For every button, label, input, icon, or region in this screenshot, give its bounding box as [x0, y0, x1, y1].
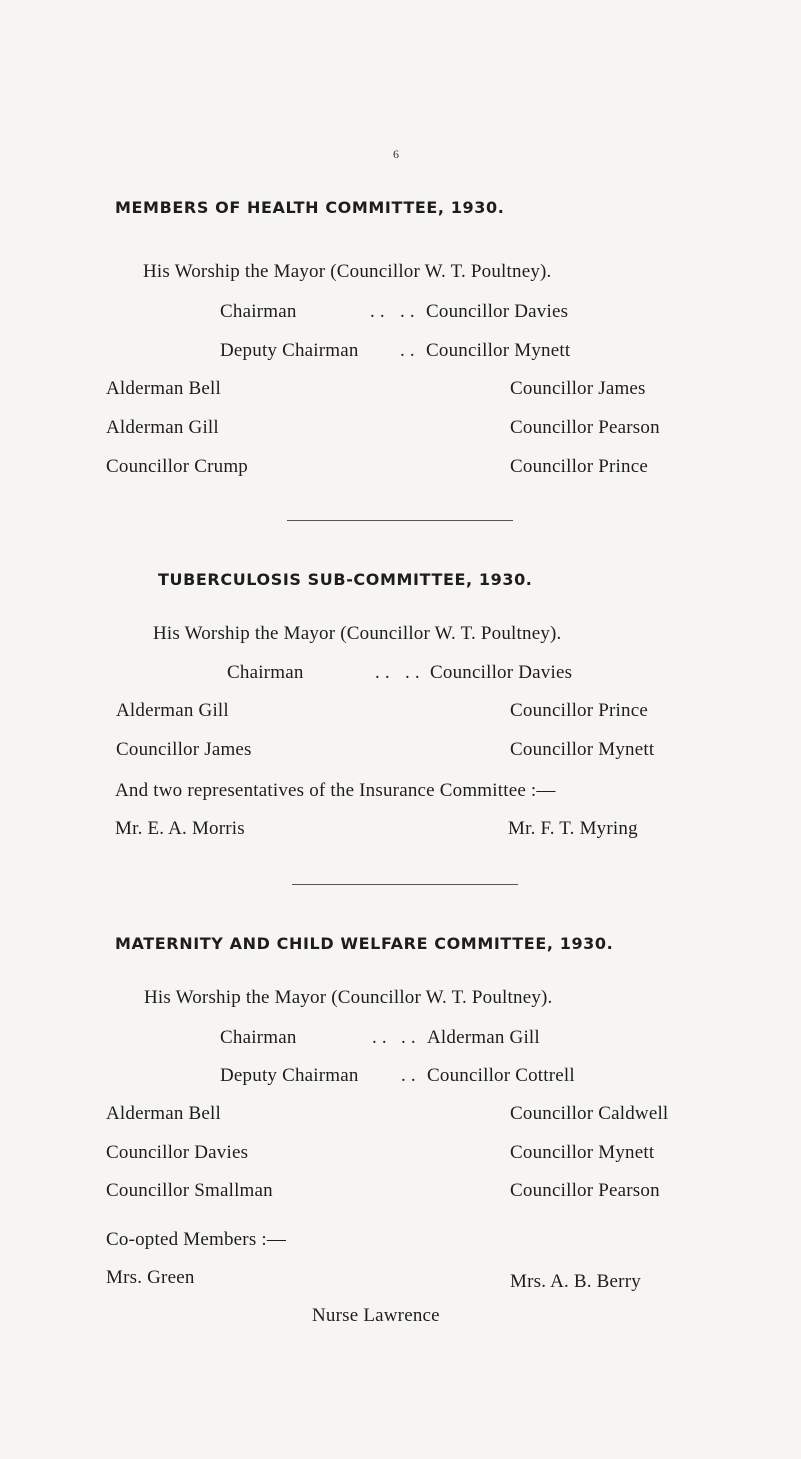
mat-coopted-label: Co-opted Members :— [106, 1229, 287, 1250]
section-divider [292, 884, 518, 885]
mat-member-right: Councillor Pearson [510, 1180, 660, 1201]
health-deputy-dots: . . [400, 340, 415, 361]
mat-deputy-name: Councillor Cottrell [427, 1065, 575, 1086]
health-member-left: Alderman Bell [106, 378, 221, 399]
tb-insurance-rep-right: Mr. F. T. Myring [508, 818, 638, 839]
tb-chairman-name: Councillor Davies [430, 662, 573, 683]
page-number: 6 [393, 147, 399, 161]
tb-chairman-label: Chairman [227, 662, 304, 683]
mat-member-left: Councillor Smallman [106, 1180, 273, 1201]
health-deputy-name: Councillor Mynett [426, 340, 571, 361]
tb-member-right: Councillor Prince [510, 700, 648, 721]
tb-insurance-rep-left: Mr. E. A. Morris [115, 818, 245, 839]
mat-chairman-name: Alderman Gill [427, 1027, 540, 1048]
mat-coopted-right: Mrs. A. B. Berry [510, 1271, 641, 1292]
maternity-title: MATERNITY AND CHILD WELFARE COMMITTEE, 1930. [115, 934, 614, 953]
health-chairman-name: Councillor Davies [426, 301, 569, 322]
tb-member-right: Councillor Mynett [510, 739, 655, 760]
health-chairman-dots-2: . . [400, 301, 415, 322]
mat-deputy-label: Deputy Chairman [220, 1065, 359, 1086]
health-member-left: Councillor Crump [106, 456, 248, 477]
mat-member-left: Alderman Bell [106, 1103, 221, 1124]
health-member-left: Alderman Gill [106, 417, 219, 438]
health-committee-title: MEMBERS OF HEALTH COMMITTEE, 1930. [115, 198, 505, 217]
health-member-right: Councillor Prince [510, 456, 648, 477]
mat-chairman-label: Chairman [220, 1027, 297, 1048]
tb-member-left: Councillor James [116, 739, 252, 760]
tb-mayor-line: His Worship the Mayor (Councillor W. T. Poultney). [153, 623, 562, 644]
section-divider [287, 520, 513, 521]
health-deputy-label: Deputy Chairman [220, 340, 359, 361]
tb-chairman-dots-2: . . [405, 662, 420, 683]
mat-coopted-center: Nurse Lawrence [312, 1305, 440, 1326]
tb-insurance-line: And two representatives of the Insurance Committee :— [115, 780, 556, 801]
mat-chairman-dots-1: . . [372, 1027, 387, 1048]
health-chairman-label: Chairman [220, 301, 297, 322]
mat-chairman-dots-2: . . [401, 1027, 416, 1048]
health-mayor-line: His Worship the Mayor (Councillor W. T. Poultney). [143, 261, 552, 282]
mat-coopted-left: Mrs. Green [106, 1267, 195, 1288]
health-chairman-dots-1: . . [370, 301, 385, 322]
mat-member-right: Councillor Caldwell [510, 1103, 669, 1124]
health-member-right: Councillor James [510, 378, 646, 399]
health-member-right: Councillor Pearson [510, 417, 660, 438]
tuberculosis-title: TUBERCULOSIS SUB-COMMITTEE, 1930. [158, 570, 533, 589]
tb-member-left: Alderman Gill [116, 700, 229, 721]
mat-member-right: Councillor Mynett [510, 1142, 655, 1163]
mat-deputy-dots: . . [401, 1065, 416, 1086]
tb-chairman-dots-1: . . [375, 662, 390, 683]
mat-member-left: Councillor Davies [106, 1142, 249, 1163]
mat-mayor-line: His Worship the Mayor (Councillor W. T. Poultney). [144, 987, 553, 1008]
